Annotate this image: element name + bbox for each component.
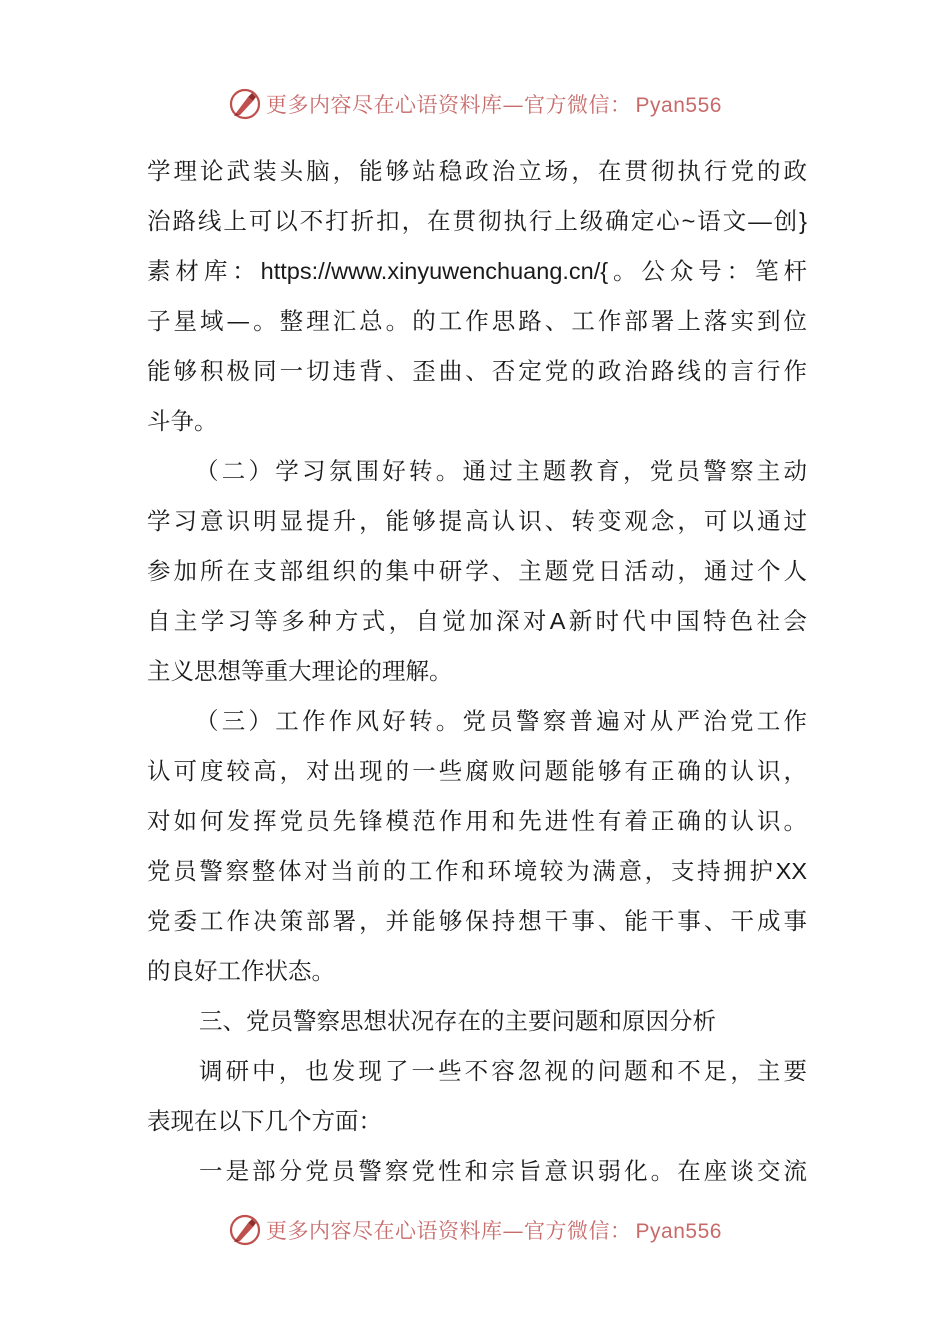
watermark-wechat-id: Pyan556 [635, 1220, 722, 1243]
text-line: 主义思想等重大理论的理解。 [147, 657, 453, 685]
text-line: 表现在以下几个方面： [147, 1107, 382, 1135]
text-line: 党委工作决策部署，并能够保持想干事、能干事、干成事 [147, 907, 807, 935]
watermark-wechat-id: Pyan556 [635, 94, 722, 117]
watermark-text [266, 89, 722, 119]
pen-nib-logo-icon [228, 87, 262, 121]
pen-nib-logo-icon [228, 1213, 262, 1247]
text-line: 斗争。 [147, 407, 218, 435]
watermark-text [266, 1215, 722, 1245]
text-line: 能够积极同一切违背、歪曲、否定党的政治路线的言行作 [147, 357, 807, 385]
document-body [147, 146, 807, 1196]
paragraph-start-line: 一是部分党员警察党性和宗旨意识弱化。在座谈交流 [199, 1157, 807, 1185]
paragraph-start-line: （二）学习氛围好转。通过主题教育，党员警察主动 [195, 457, 807, 485]
section-heading: 三、党员警察思想状况存在的主要问题和原因分析 [199, 1007, 716, 1035]
text-line: 参加所在支部组织的集中研学、主题党日活动，通过个人 [147, 557, 807, 585]
text-line: 学理论武装头脑，能够站稳政治立场，在贯彻执行党的政 [147, 157, 807, 185]
watermark-label: 更多内容尽在心语资料库—官方微信： [266, 1219, 632, 1243]
header-watermark [0, 84, 950, 124]
text-line: 自主学习等多种方式，自觉加深对A新时代中国特色社会 [147, 608, 807, 634]
footer-watermark [0, 1210, 950, 1250]
text-line: 对如何发挥党员先锋模范作用和先进性有着正确的认识。 [147, 807, 807, 835]
paragraph-start-line: （三）工作作风好转。党员警察普遍对从严治党工作 [195, 707, 807, 735]
text-line: 的良好工作状态。 [147, 957, 335, 985]
watermark-label: 更多内容尽在心语资料库—官方微信： [266, 93, 632, 117]
text-line: 子星域—。整理汇总。的工作思路、工作部署上落实到位 [147, 307, 807, 335]
paragraph-start-line: 调研中，也发现了一些不容忽视的问题和不足，主要 [199, 1057, 807, 1085]
text-line: 党员警察整体对当前的工作和环境较为满意，支持拥护XX [147, 858, 807, 884]
text-line: 治路线上可以不打折扣，在贯彻执行上级确定心~语文—创} [147, 208, 807, 234]
text-line: 学习意识明显提升，能够提高认识、转变观念，可以通过 [147, 507, 807, 535]
text-line: 素材库：https://www.xinyuwenchuang.cn/{。公众号：笔杆 [147, 258, 807, 284]
text-line: 认可度较高，对出现的一些腐败问题能够有正确的认识， [147, 757, 807, 785]
